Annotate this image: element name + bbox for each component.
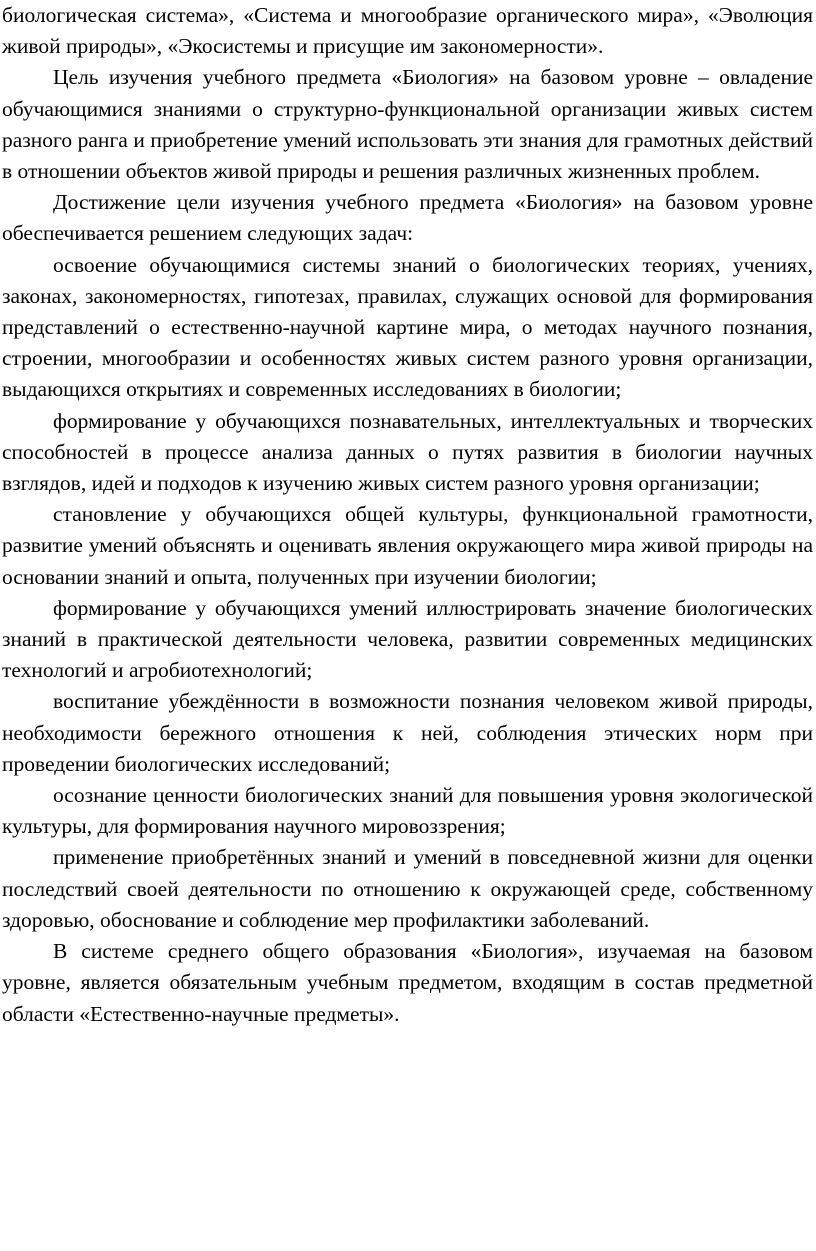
task-item: применение приобретённых знаний и умений в повседневной жизни для оценки последствий своей деятельности по отношению к окружающей среде, собственному здоровью, обоснование и соблюдение мер профилактики заболеваний.	[2, 845, 813, 932]
paragraph-continuation: биологическая система», «Система и многообразие органического мира», «Эволюция живой природы», «Экосистемы и присущие им закономерности».	[2, 3, 813, 59]
task-item: освоение обучающимися системы знаний о биологических теориях, учениях, законах, закономерностях, гипотезах, правилах, служащих основой для формирования представлений о естественно-научной картине мира, о методах научного познания, строении, многообразии и особенностях живых систем разного уровня организации, выдающихся открытиях и современных исследованиях в биологии;	[2, 252, 813, 402]
task-item: формирование у обучающихся познавательных, интеллектуальных и творческих способностей в процессе анализа данных о путях развития в биологии научных взглядов, идей и подходов к изучению живых систем разного уровня организации;	[2, 408, 813, 496]
task-item: формирование у обучающихся умений иллюстрировать значение биологических знаний в практической деятельности человека, развитии современных медицинских технологий и агробиотехнологий;	[2, 595, 813, 683]
task-item: становление у обучающихся общей культуры, функциональной грамотности, развитие умений объяснять и оценивать явления окружающего мира живой природы на основании знаний и опыта, полученных при изучении биологии;	[2, 502, 813, 589]
paragraph-tasks-intro: Достижение цели изучения учебного предмета «Биология» на базовом уровне обеспечивается решением следующих задач:	[2, 190, 813, 246]
task-item: осознание ценности биологических знаний для повышения уровня экологической культуры, для формирования научного мировоззрения;	[2, 783, 813, 839]
paragraph-goal: Цель изучения учебного предмета «Биология» на базовом уровне – овладение обучающимися знаниями о структурно-функциональной организации живых систем разного ранга и приобретение умений использовать эти знания для грамотных действий в отношении объектов живой природы и решения различных жизненных проблем.	[2, 65, 813, 184]
paragraph-conclusion: В системе среднего общего образования «Биология», изучаемая на базовом уровне, является обязательным учебным предметом, входящим в состав предметной области «Естественно-научные предметы».	[2, 939, 813, 1026]
task-item: воспитание убеждённости в возможности познания человеком живой природы, необходимости бережного отношения к ней, соблюдения этических норм при проведении биологических исследований;	[2, 689, 813, 776]
